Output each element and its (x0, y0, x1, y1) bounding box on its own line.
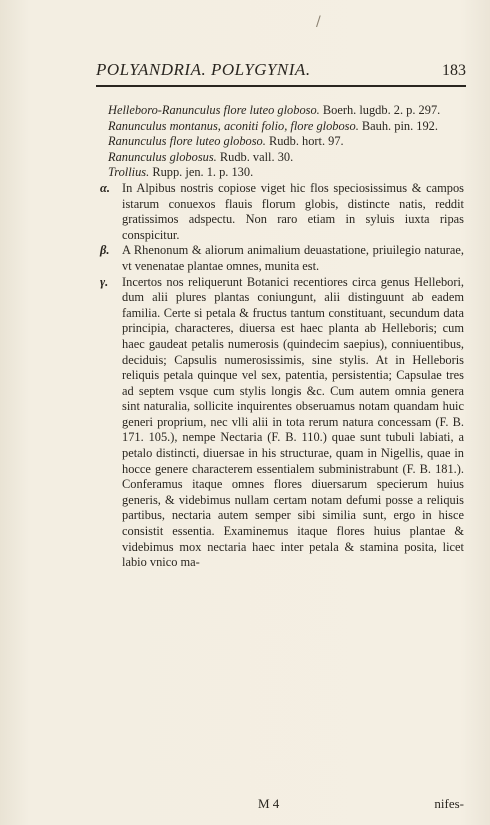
paragraph-marker: γ. (100, 274, 109, 289)
synonym-reference: Rupp. jen. 1. p. 130. (152, 165, 254, 180)
paragraph-marker: β. (100, 243, 110, 258)
page-body (100, 103, 464, 571)
page-fold-mark: / (316, 14, 321, 30)
synonym-name: Ranunculus montanus, aconiti folio, flore globoso. (108, 118, 359, 133)
synonym-name: Ranunculus flore luteo globoso. (108, 134, 266, 149)
catchword: nifes- (434, 796, 464, 811)
observation-gamma (100, 274, 464, 571)
page-header (96, 60, 466, 87)
synonym-reference: Rudb. vall. 30. (219, 149, 294, 164)
synonym-reference: Rudb. hort. 97. (268, 134, 344, 149)
synonym-entry (108, 134, 464, 150)
paragraph-text: A Rhenonum & aliorum animalium deuastatione, priuilegio naturae, vt venenatae plantae omnes, munita est. (122, 243, 464, 273)
paragraph-marker: α. (100, 180, 110, 195)
paragraph-text: In Alpibus nostris copiose viget hic flos speciosissimus & campos istarum conuexos flauis florum globis, distincte natis, reddit gratissimos adspectu. Non raro etiam in syluis iuxta ripas conspicitur. (122, 180, 464, 242)
signature-mark: M 4 (258, 796, 280, 811)
running-title: POLYANDRIA. POLYGYNIA. (96, 60, 311, 79)
synonym-entry (108, 150, 464, 166)
page-number: 183 (442, 62, 466, 79)
synonym-reference: Boerh. lugdb. 2. p. 297. (322, 103, 441, 117)
synonym-name: Trollius. (108, 165, 150, 180)
synonym-name: Ranunculus globosus. (108, 149, 217, 164)
synonym-entry (108, 119, 464, 135)
synonym-reference: Bauh. pin. 192. (361, 118, 438, 133)
synonym-entry (108, 165, 464, 181)
observation-beta (100, 243, 464, 274)
paragraph-text: Incertos nos reliquerunt Botanici recentiores circa genus Hellebori, dum alii plures plantas coniungunt, alii distinguunt ab eadem familia. Certe si petala & fructus tantum constituant, secundum data principia, characteres, diuersa est haec planta ab Helleboris; cum haec gaudeat petalis numerosis (quindecim saepius), conniuentibus, deciduis; Capsulis numerosissimis, sine stylis. At in Helleboris reliquis petala quinque vel sex, patentia, persistentia; Capsulae tres ad septem vsque cum stylis longis &c. Cum autem omnia genera sint naturalia, sollicite inquirentes obseruamus notam quandam huic generi proprium, nec vlli alii in tota rerum natura concessam (F. B. 171. 105.), nempe Nectaria (F. B. 110.) quae sunt tubuli labiati, a petalo distincti, diuersae in his structurae, quam in Nigellis, quae in hocce genere characterem essentialem subministrabunt (F. B. 181.). Conferamus itaque omnes flores diuersarum specierum huius generis, & videbimus nullam certam notam defumi posse a reliquis partibus, nectaria autem semper sibi similia sunt, ergo in hisce consistit essentia. Examinemus itaque flores huius plantae & videbimus mox nectaria haec inter petala & stamina posita, licet labio vnico ma- (122, 274, 464, 570)
header-rule (96, 85, 466, 87)
synonym-name: Helleboro-Ranunculus flore luteo globoso. (108, 103, 320, 117)
observation-alpha (100, 180, 464, 243)
synonym-entry (108, 103, 464, 119)
